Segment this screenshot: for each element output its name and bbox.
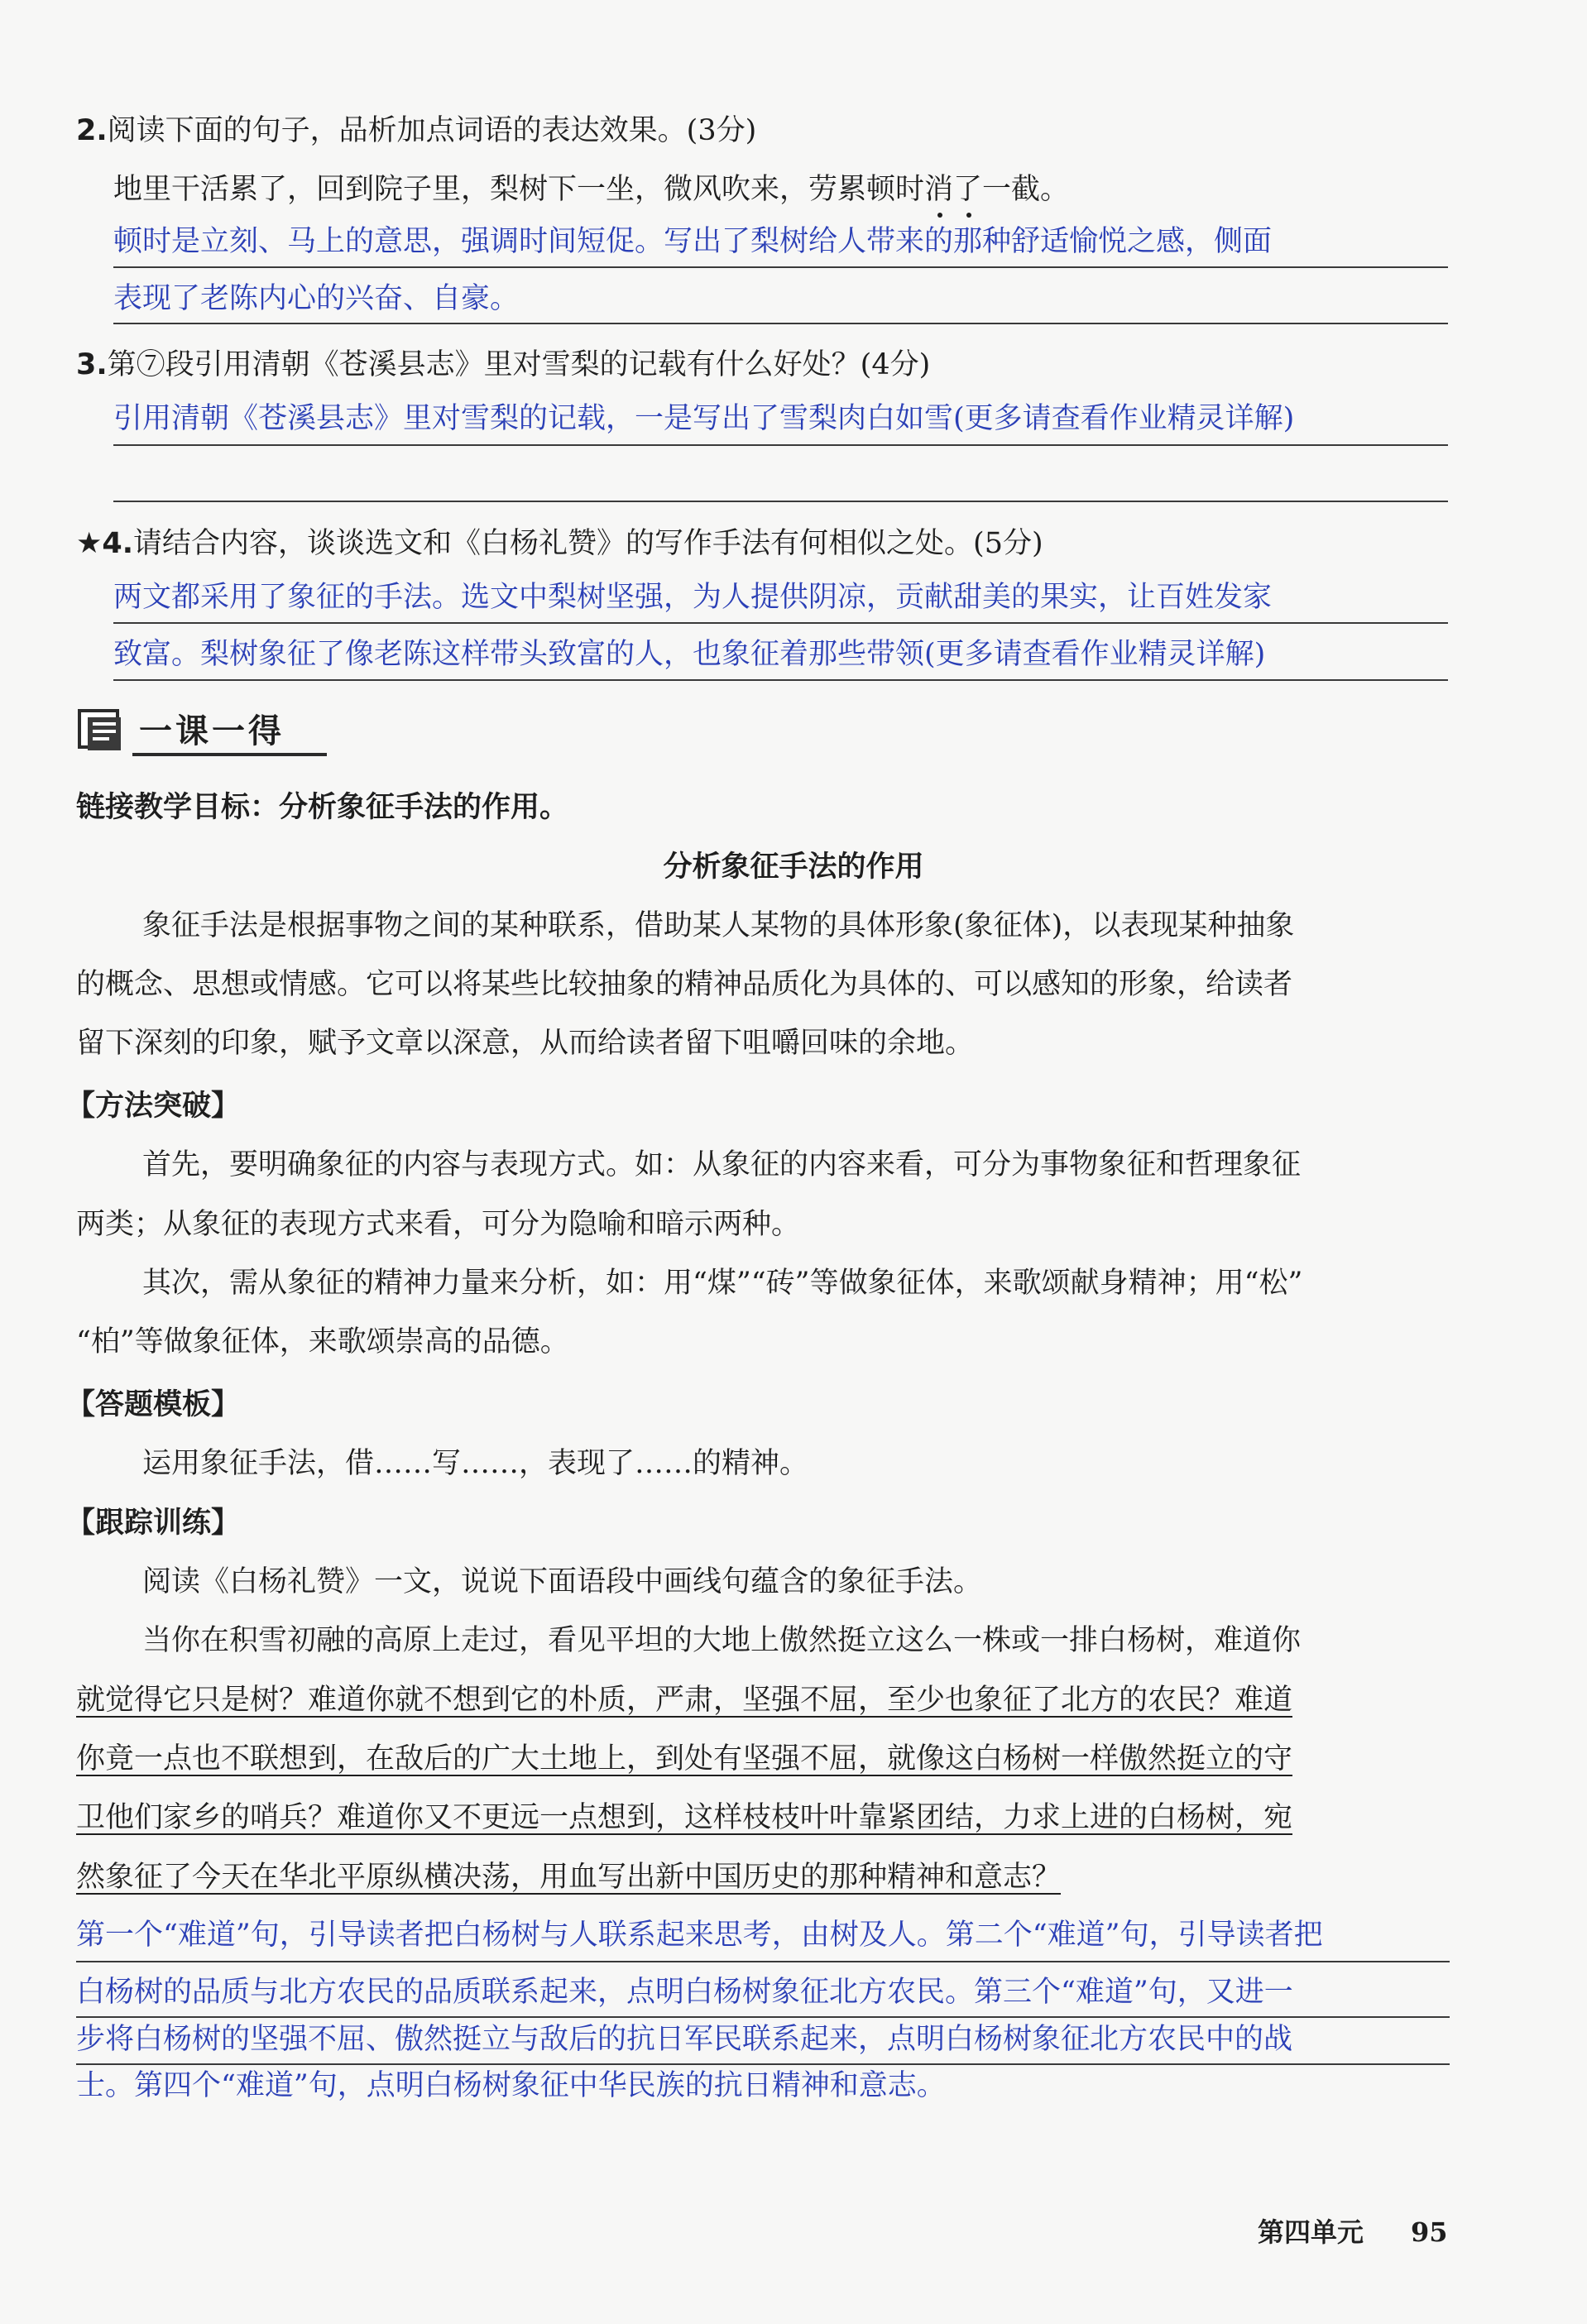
q2-answer-line: 表现了老陈内心的兴奋、自豪。 <box>113 282 520 315</box>
q3-title <box>76 345 930 385</box>
answer-rule <box>113 444 1448 446</box>
notebook-icon <box>76 707 134 754</box>
training-label: 【跟踪训练】 <box>66 1507 241 1540</box>
method-line: 两类；从象征的表现方式来看，可分为隐喻和暗示两种。 <box>76 1208 801 1241</box>
teaching-goal: 链接教学目标：分析象征手法的作用。 <box>76 791 569 824</box>
answer-rule <box>113 679 1448 681</box>
q4-answer-line: 致富。梨树象征了像老陈这样带头致富的人，也象征着那些带领(更多请查看作业精灵详解) <box>113 638 1266 671</box>
answer-rule <box>76 2016 1450 2018</box>
passage-line-underlined: 就觉得它只是树？难道你就不想到它的朴质，严肃，坚强不屈，至少也象征了北方的农民？难道 <box>76 1684 1293 1717</box>
star-icon: ★ <box>76 527 103 560</box>
intro-paragraph-line: 的概念、思想或情感。它可以将某些比较抽象的精神品质化为具体的、可以感知的形象，给读者 <box>76 968 1293 1001</box>
training-prompt: 阅读《白杨礼赞》一文，说说下面语段中画线句蕴含的象征手法。 <box>142 1565 983 1598</box>
passage-line: 当你在积雪初融的高原上走过，看见平坦的大地上傲然挺立这么一株或一排白杨树，难道你 <box>142 1624 1302 1657</box>
q2-number: 2. <box>76 114 108 147</box>
emphasis-dot <box>937 213 942 218</box>
q4-title-text: 请结合内容，谈谈选文和《白杨礼赞》的写作手法有何相似之处。(5分) <box>133 527 1043 560</box>
passage-line-underlined: 卫他们家乡的哨兵？难道你又不更远一点想到，这样枝枝叶叶靠紧团结，力求上进的白杨树，宛 <box>76 1801 1293 1834</box>
method-line: 首先，要明确象征的内容与表现方式。如：从象征的内容来看，可分为事物象征和哲理象征 <box>142 1148 1302 1181</box>
answer-rule <box>76 2063 1450 2065</box>
q4-answer-line: 两文都采用了象征的手法。选文中梨树坚强，为人提供阴凉，贡献甜美的果实，让百姓发家 <box>113 581 1273 614</box>
answer-rule <box>113 266 1448 268</box>
passage-line-underlined: 然象征了今天在华北平原纵横决荡，用血写出新中国历史的那种精神和意志？ <box>76 1861 1062 1894</box>
q3-number: 3. <box>76 348 108 381</box>
page-number: 95 <box>1411 2216 1448 2248</box>
training-answer-line: 白杨树的品质与北方农民的品质联系起来，点明白杨树象征北方农民。第三个“难道”句，又进一 <box>76 1976 1293 2009</box>
header-underline <box>132 753 327 756</box>
answer-rule <box>76 1961 1450 1962</box>
answer-rule <box>113 622 1448 624</box>
method-line: 其次，需从象征的精神力量来分析，如：用“煤”“砖”等做象征体，来歌颂献身精神；用“松” <box>142 1267 1303 1300</box>
q2-title <box>76 111 756 151</box>
emphasis-dot <box>966 213 971 218</box>
q2-title-text: 阅读下面的句子，品析加点词语的表达效果。(3分) <box>107 114 757 147</box>
training-answer-line: 步将白杨树的坚强不屈、傲然挺立与敌后的抗日军民联系起来，点明白杨树象征北方农民中的战 <box>76 2023 1293 2056</box>
training-answer-line: 士。第四个“难道”句，点明白杨树象征中华民族的抗日精神和意志。 <box>76 2069 946 2102</box>
q4-number: 4. <box>102 527 134 560</box>
section-subtitle: 分析象征手法的作用 <box>663 851 924 884</box>
footer-unit: 第四单元 <box>1258 2216 1364 2248</box>
training-answer-line: 第一个“难道”句，引导读者把白杨树与人联系起来思考，由树及人。第二个“难道”句，引导读者把 <box>76 1919 1323 1952</box>
q3-answer-line: 引用清朝《苍溪县志》里对雪梨的记载，一是写出了雪梨肉白如雪(更多请查看作业精灵详解) <box>113 402 1295 435</box>
template-label: 【答题模板】 <box>66 1388 241 1421</box>
q2-answer-line: 顿时是立刻、马上的意思，强调时间短促。写出了梨树给人带来的那种舒适愉悦之感，侧面 <box>113 225 1273 258</box>
method-line: “柏”等做象征体，来歌颂崇高的品德。 <box>76 1325 569 1358</box>
q3-title-text: 第⑦段引用清朝《苍溪县志》里对雪梨的记载有什么好处？(4分) <box>107 348 931 381</box>
passage-line-underlined: 你竟一点也不联想到，在敌后的广大土地上，到处有坚强不屈，就像这白杨树一样傲然挺立的守 <box>76 1742 1293 1775</box>
method-label: 【方法突破】 <box>66 1090 241 1123</box>
intro-paragraph-line: 象征手法是根据事物之间的某种联系，借助某人某物的具体形象(象征体)，以表现某种抽象 <box>142 909 1295 942</box>
answer-rule <box>113 323 1448 324</box>
q4-title <box>76 524 1043 563</box>
answer-rule <box>113 501 1448 502</box>
intro-paragraph-line: 留下深刻的印象，赋予文章以深意，从而给读者留下咀嚼回味的余地。 <box>76 1027 975 1060</box>
section-header: 一课一得 <box>139 712 285 750</box>
q2-sentence: 地里干活累了，回到院子里，梨树下一坐，微风吹来，劳累顿时消了一截。 <box>113 173 1070 206</box>
template-line: 运用象征手法，借……写……，表现了……的精神。 <box>142 1447 809 1480</box>
